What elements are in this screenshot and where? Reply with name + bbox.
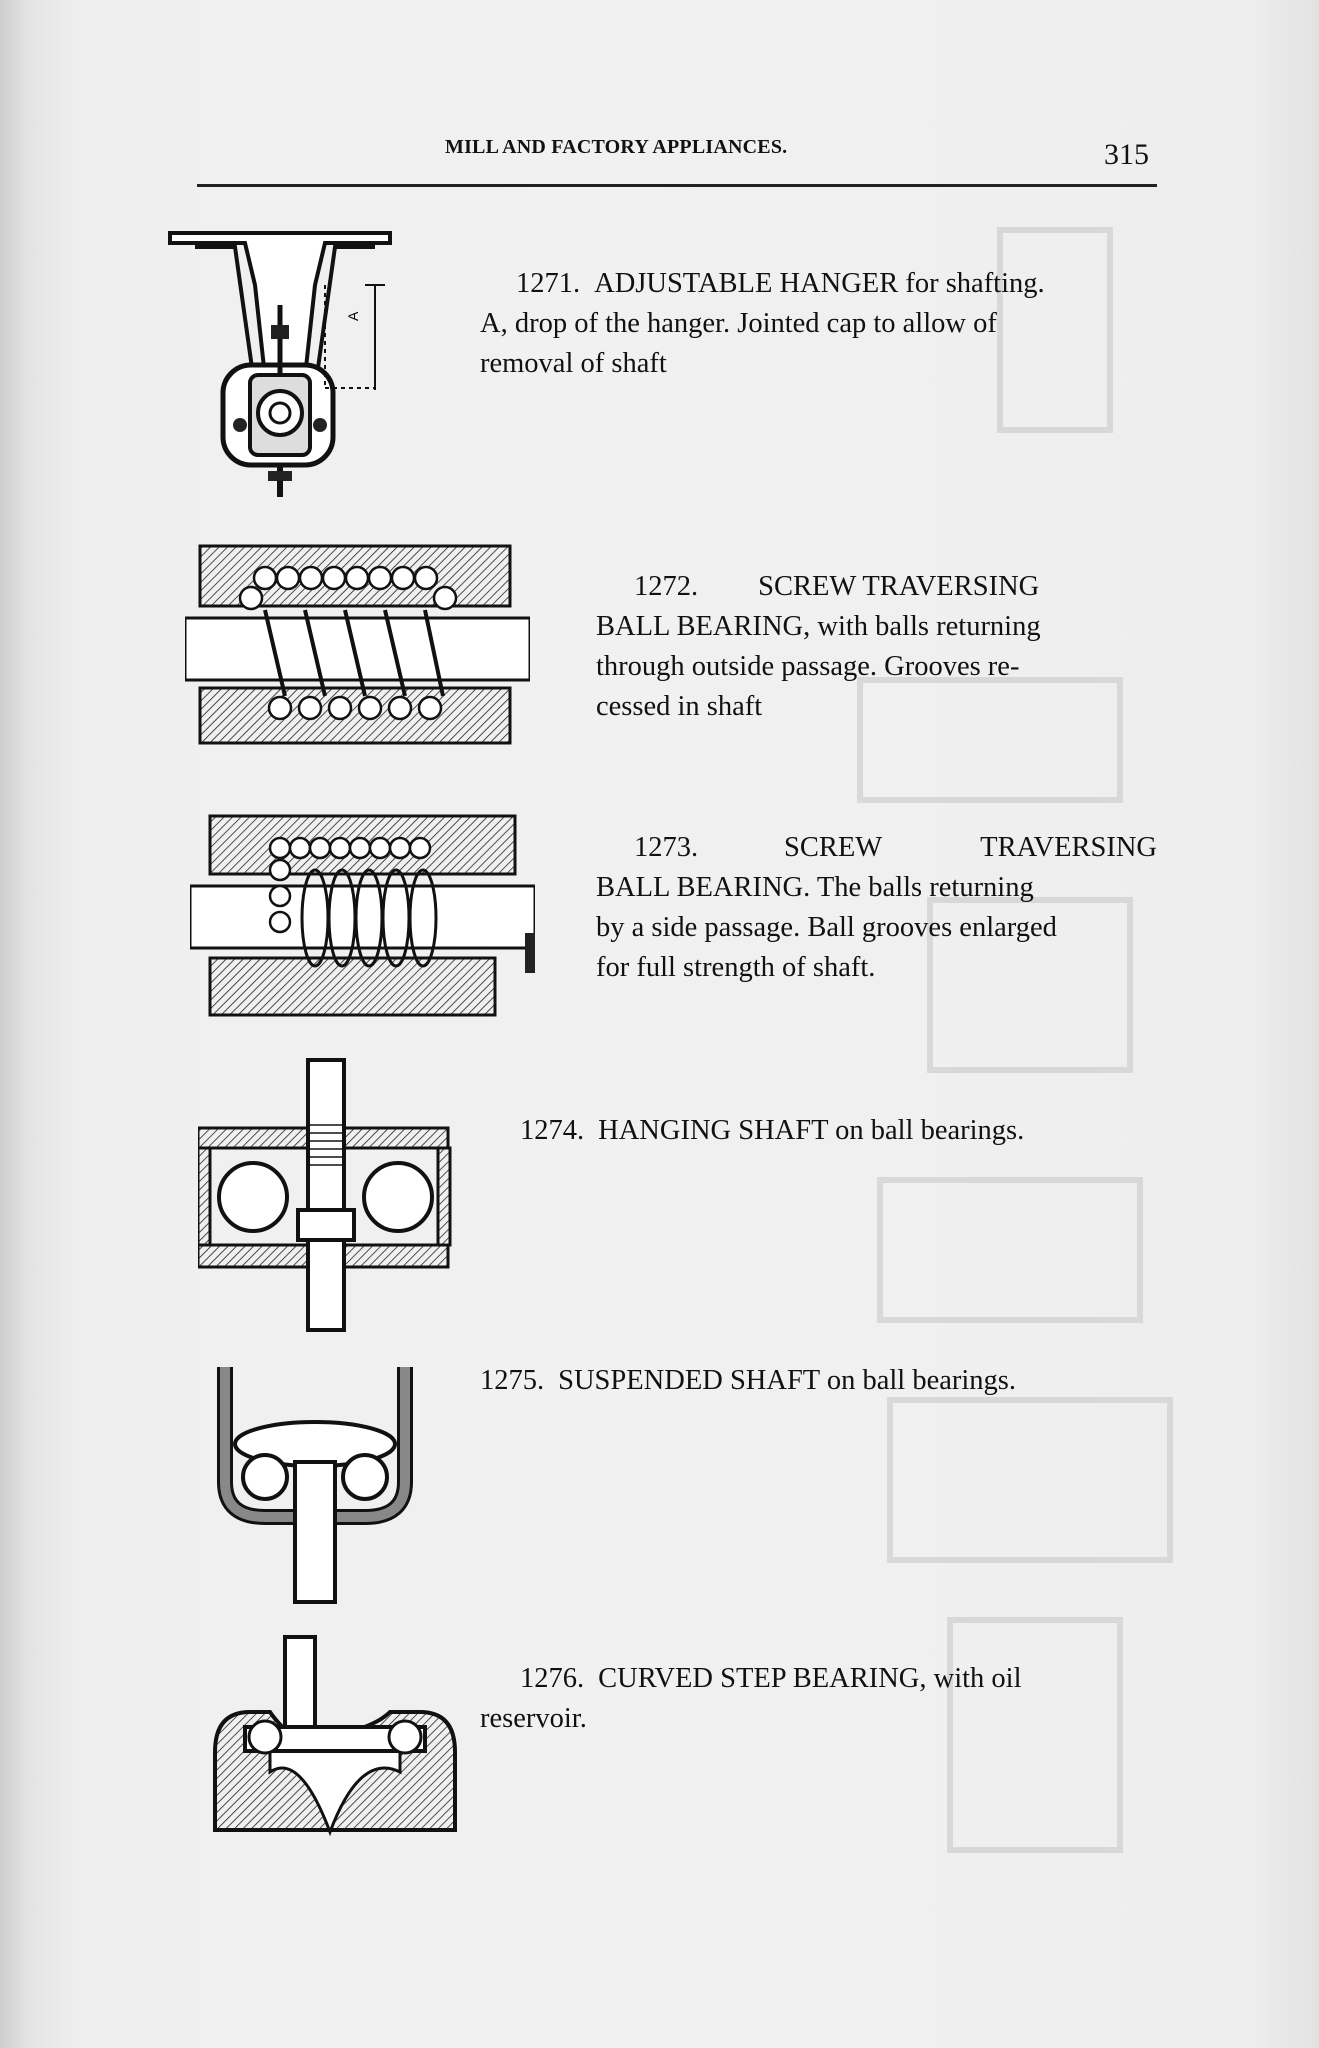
- page-number: 315: [1104, 138, 1149, 171]
- entry-number: 1272.: [634, 571, 699, 602]
- entry-text-line: SUSPENDED SHAFT on ball bearings.: [558, 1365, 1016, 1396]
- header-rule: [197, 184, 1157, 187]
- entry-text-line: cessed in shaft: [596, 691, 763, 722]
- running-head: MILL AND FACTORY APPLIANCES.: [445, 136, 788, 158]
- entry-text-line: ADJUSTABLE HANGER for shafting.: [594, 268, 1045, 299]
- figure-1273-screw-ball-bearing: [190, 808, 535, 1023]
- entry-text-line: for full strength of shaft.: [596, 952, 876, 983]
- figure-1271-label-a: A: [345, 311, 361, 321]
- entry-text-line: A, drop of the hanger. Jointed cap to allow of: [480, 308, 997, 339]
- figure-1272-screw-ball-bearing: [185, 538, 530, 753]
- entry-1272: [596, 567, 1157, 727]
- entry-1273: 1273. SCREW TRAVERSING BALL BEARING. The balls returning by a side passage. Ball grooves enlarged for full strength of shaft.: [596, 828, 1157, 988]
- entry-text-line: BALL BEARING, with balls returning: [596, 611, 1041, 642]
- entry-number: 1275.: [480, 1365, 545, 1396]
- entry-text-line: BALL BEARING. The balls returning: [596, 872, 1034, 903]
- figure-1271-adjustable-hanger: [165, 225, 405, 500]
- entry-text-line: CURVED STEP BEARING, with oil: [598, 1663, 1022, 1694]
- entry-text-line: reservoir.: [480, 1703, 587, 1734]
- entry-1276: [480, 1659, 1160, 1739]
- entry-text-line: by a side passage. Ball grooves enlarged: [596, 912, 1057, 943]
- entry-text-line: SCREW TRAVERSING: [758, 571, 1040, 602]
- entry-number: 1276.: [520, 1663, 585, 1694]
- entry-text-line: through outside passage. Grooves re-: [596, 651, 1020, 682]
- figure-1275-suspended-shaft: [215, 1362, 415, 1607]
- entry-number: 1273.: [634, 832, 699, 863]
- entry-text-line: HANGING SHAFT on ball bearings.: [598, 1115, 1025, 1146]
- entry-1271: [480, 264, 1157, 384]
- entry-1275: [480, 1361, 1160, 1401]
- entry-number: 1274.: [520, 1115, 585, 1146]
- entry-number: 1271.: [516, 268, 581, 299]
- figure-1276-curved-step-bearing: [210, 1632, 460, 1837]
- entry-1274: [520, 1111, 1160, 1151]
- figure-1274-hanging-shaft: [198, 1055, 453, 1333]
- entry-text-line: removal of shaft: [480, 348, 667, 379]
